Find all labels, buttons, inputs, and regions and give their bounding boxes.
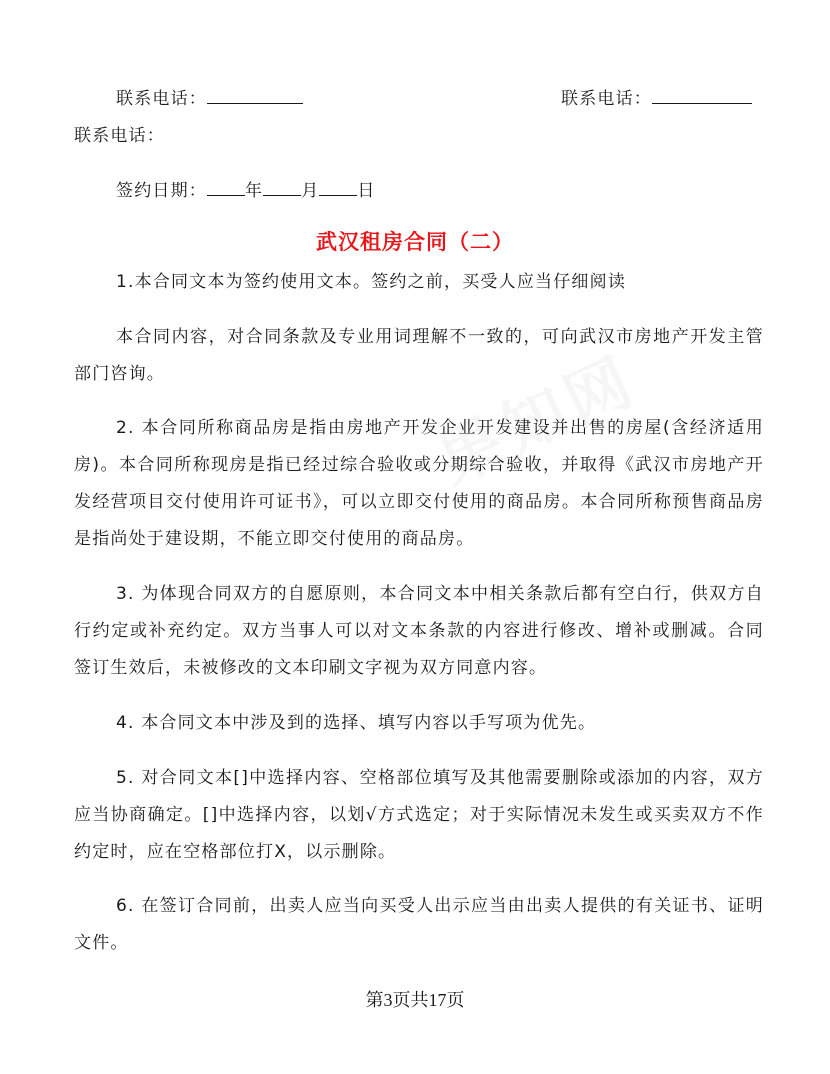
contact-left-label: 联系电话： — [116, 89, 207, 109]
contact-right-label: 联系电话： — [561, 89, 652, 109]
contract-title: 武汉租房合同（二） — [316, 229, 514, 254]
contact-right-blank — [652, 102, 752, 104]
year-label: 年 — [245, 181, 264, 201]
paragraph-1-continued: 本合同内容，对合同条款及专业用词理解不一致的，可向武汉市房地产开发主管部门咨询。 — [74, 327, 764, 384]
paragraph-4: 4. 本合同文本中涉及到的选择、填写内容以手写项为优先。 — [116, 713, 597, 733]
contact-left — [116, 84, 303, 109]
contact-third — [74, 121, 165, 146]
paragraph-1: 1.本合同文本为签约使用文本。签约之前，买受人应当仔细阅读 — [116, 272, 627, 292]
paragraph-5: 5. 对合同文本[]中选择内容、空格部位填写及其他需要删除或添加的内容，双方应当协商确定。[]中选择内容，以划√方式选定；对于实际情况未发生或买卖双方不作约定时，应在空格部位打X，以示删除。 — [74, 768, 764, 862]
paragraph-3: 3. 为体现合同双方的自愿原则，本合同文本中相关条款后都有空白行，供双方自行约定或补充约定。双方当事人可以对文本条款的内容进行修改、增补或删减。合同签订生效后，未被修改的文本印刷文字视为双方同意内容。 — [74, 584, 764, 678]
page-number: 第3页共17页 — [365, 990, 465, 1010]
year-blank — [207, 194, 245, 196]
sign-date — [116, 176, 376, 201]
contact-left-blank — [207, 102, 303, 104]
sign-date-label: 签约日期： — [116, 181, 207, 201]
day-label: 日 — [357, 181, 376, 201]
month-label: 月 — [301, 181, 320, 201]
month-blank — [263, 194, 301, 196]
paragraph-6: 6. 在签订合同前，出卖人应当向买受人出示应当由出卖人提供的有关证书、证明文件。 — [74, 896, 764, 953]
contact-third-label: 联系电话： — [74, 126, 165, 146]
contact-right — [561, 84, 752, 109]
paragraph-2: 2. 本合同所称商品房是指由房地产开发企业开发建设并出售的房屋(含经济适用房)。本合同所称现房是指已经过综合验收或分期综合验收，并取得《武汉市房地产开发经营项目交付使用许可证书》，可以立即交付使用的商品房。本合同所称预售商品房是指尚处于建设期，不能立即交付使用的商品房。 — [74, 418, 764, 549]
day-blank — [319, 194, 357, 196]
